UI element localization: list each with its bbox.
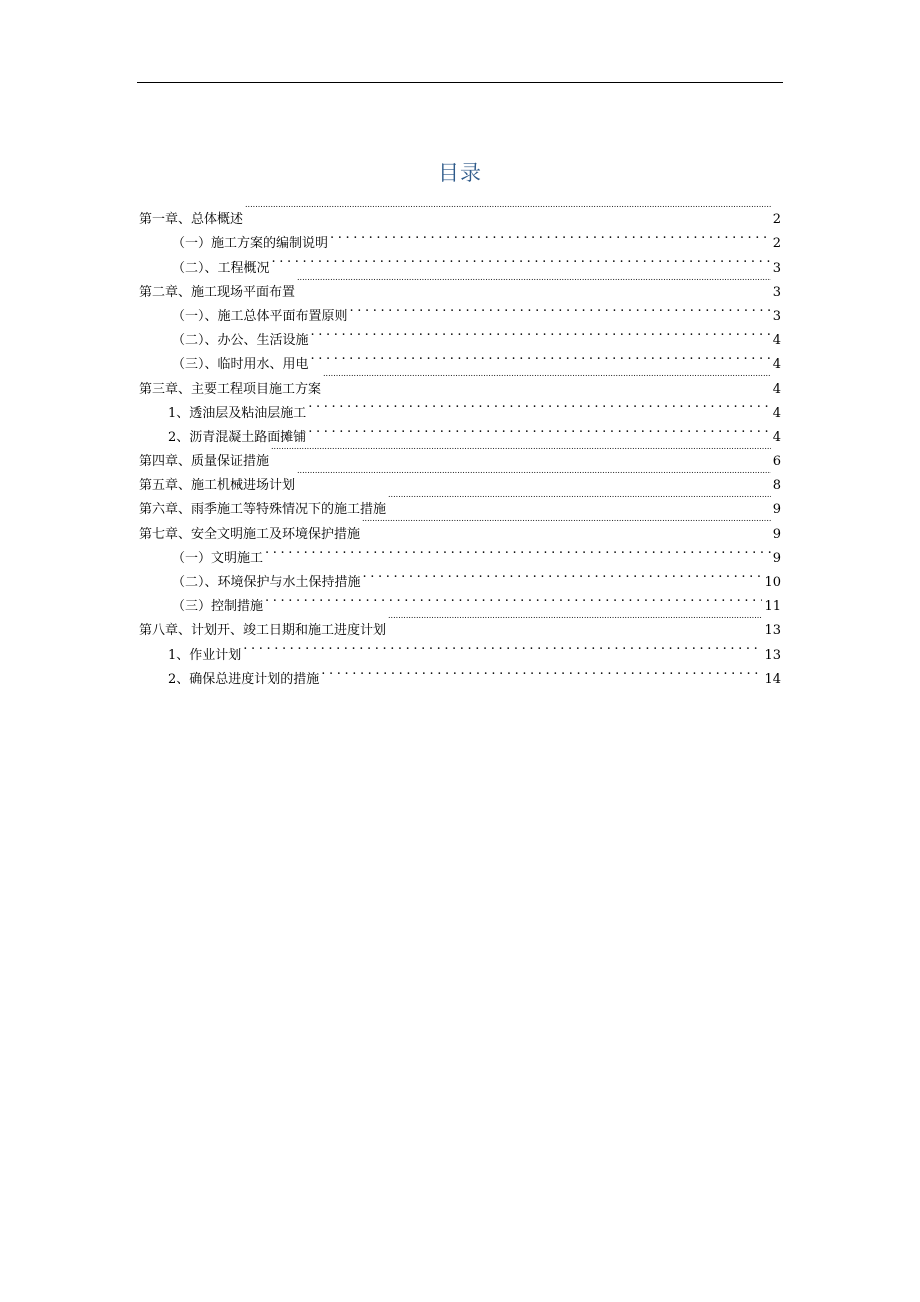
toc-entry-label: （一）施工方案的编制说明 [172,236,329,252]
toc-dot-leader [245,199,771,223]
toc-entry-label: （一）文明施工 [172,550,264,566]
toc-dot-leader [308,417,770,441]
toc-dot-leader [388,610,762,634]
toc-dot-leader [363,562,763,586]
toc-entry-label: 第二章、施工现场平面布置 [139,284,296,300]
toc-entry-page-number: 8 [772,478,781,494]
toc-dot-leader [243,634,762,658]
toc-entry-label: 第一章、总体概述 [139,212,244,228]
toc-entry-label: （二）、环境保护与水土保持措施 [172,575,361,590]
toc-dot-leader [311,344,771,368]
toc-entry[interactable] [139,199,781,228]
toc-entry-label: 第三章、主要工程项目施工方案 [139,381,322,397]
toc-dot-leader [272,247,771,271]
toc-dot-leader [362,513,771,537]
toc-title: 目录 [438,161,482,185]
toc-entry-page-number: 13 [764,623,781,639]
toc-entry-label: 1、作业计划 [168,647,242,663]
toc-entry-page-number: 4 [772,381,781,397]
toc-dot-leader [311,320,771,344]
toc-entry-label: 2、确保总进度计划的措施 [168,671,320,687]
toc-entry-page-number: 3 [772,284,781,300]
toc-entry-page-number: 2 [772,236,781,252]
toc-entry-label: 第六章、雨季施工等特殊情况下的施工措施 [139,502,387,518]
toc-entry-page-number: 2 [772,212,781,228]
toc-dot-leader [350,296,771,320]
toc-entry-label: 第八章、计划开、竣工日期和施工进度计划 [139,623,387,639]
toc-entry-label: 2、沥青混凝土路面摊铺 [168,429,307,445]
toc-entry-page-number: 9 [772,550,781,566]
toc-entry-label: 第五章、施工机械进场计划 [139,478,296,494]
toc-dot-leader [265,538,771,562]
toc-dot-leader [297,272,771,296]
toc-entry-page-number: 9 [772,502,781,518]
toc-dot-leader [297,465,771,489]
header-rule [137,82,783,83]
toc-entry-page-number: 14 [764,671,781,687]
toc-dot-leader [265,586,762,610]
toc-entry-label: （二）、工程概况 [172,260,270,276]
toc-dot-leader [308,393,770,417]
toc-entry-page-number: 13 [764,647,781,663]
toc-entry-label: （三）控制措施 [172,599,264,615]
toc-dot-leader [323,368,771,392]
toc-entry-label: （三）、临时用水、用电 [172,357,309,373]
toc-dot-leader [330,223,771,247]
toc-entry-page-number: 4 [772,405,781,421]
table-of-contents [139,199,781,687]
toc-entry-label: 第七章、安全文明施工及环境保护措施 [139,526,361,542]
toc-entry-page-number: 11 [764,599,781,615]
toc-entry-page-number: 3 [772,308,781,324]
toc-entry-page-number: 3 [772,260,781,276]
toc-entry-label: 1、透油层及粘油层施工 [168,405,307,421]
toc-dot-leader [388,489,771,513]
toc-dot-leader [271,441,771,465]
toc-entry-page-number: 4 [772,429,781,445]
toc-entry-page-number: 6 [772,454,781,470]
toc-entry-label: （一）、施工总体平面布置原则 [172,308,348,324]
toc-entry-page-number: 9 [772,526,781,542]
toc-entry-label: 第四章、质量保证措施 [139,454,270,470]
toc-entry-label: （二）、办公、生活设施 [172,333,309,349]
toc-entry-page-number: 4 [772,333,781,349]
toc-entry-page-number: 4 [772,357,781,373]
toc-entry-page-number: 10 [764,575,781,590]
toc-dot-leader [321,659,762,683]
